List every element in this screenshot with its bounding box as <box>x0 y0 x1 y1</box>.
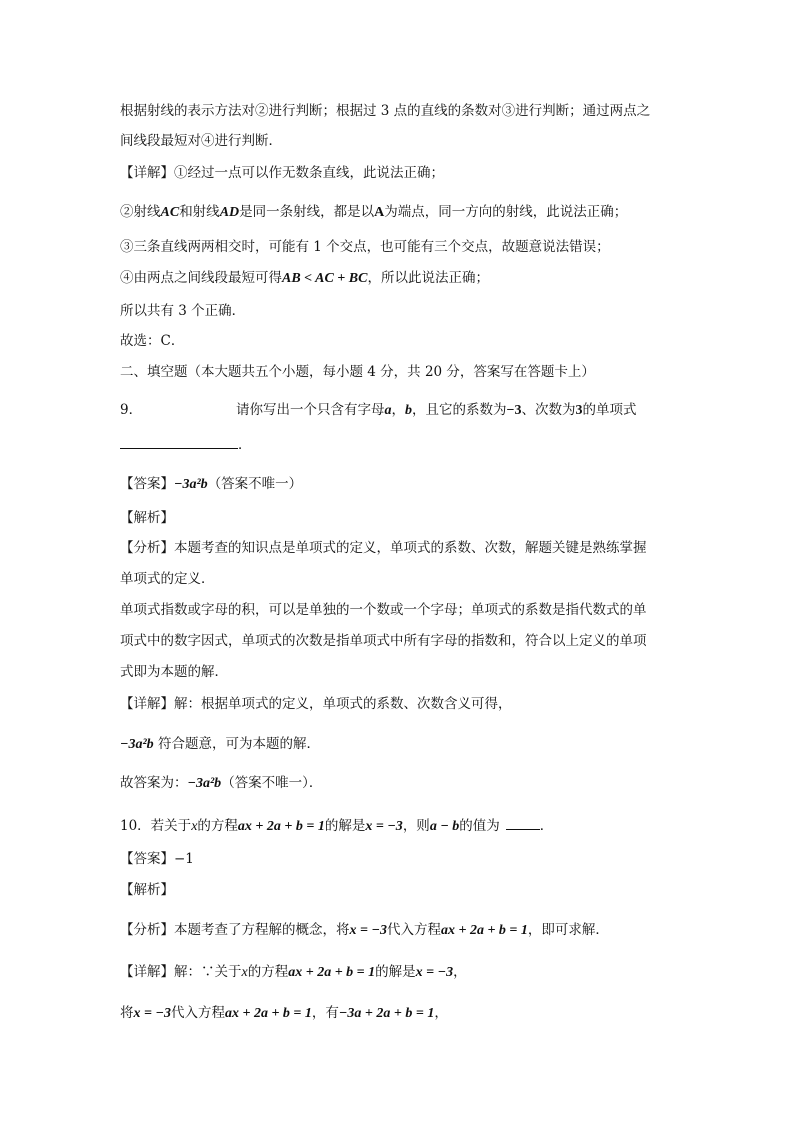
math-expr: x = −3 <box>349 923 387 938</box>
answer-blank <box>506 817 540 830</box>
paragraph-text: 【分析】本题考查了方程解的概念，将 <box>120 922 350 938</box>
question-number: 9． <box>120 402 143 418</box>
text-line <box>120 331 184 351</box>
paragraph-text: ，则 <box>402 818 430 834</box>
text-line <box>120 734 320 755</box>
answer-label: 【答案】 <box>120 476 174 492</box>
math-expr: ax + 2a + b = 1 <box>288 965 376 980</box>
text-line <box>120 131 282 151</box>
answer-line <box>120 849 194 869</box>
answer-value: −1 <box>174 851 194 867</box>
paragraph-text: 的值为 <box>459 818 500 834</box>
math-expr: x = −3 <box>133 1006 171 1021</box>
math-expr: x = −3 <box>415 965 454 980</box>
paragraph-text: 根据射线的表示方法对②进行判断；根据过 3 点的直线的条数对③进行判断；通过两点之 <box>120 103 651 119</box>
paragraph-text: 单项式的定义． <box>120 571 215 587</box>
answer-blank <box>120 436 238 449</box>
paragraph-text: 故选：C． <box>120 333 185 349</box>
paragraph-text: 和射线 <box>179 204 220 220</box>
math-expr: x <box>241 965 248 980</box>
paragraph-text: ④由两点之间线段最短可得 <box>120 270 282 286</box>
paragraph-text: 10．若关于 <box>120 818 192 834</box>
answer-line <box>120 474 302 495</box>
paragraph-text: （答案不唯一）． <box>221 775 323 791</box>
paragraph-text: 式即为本题的解． <box>120 664 228 680</box>
paragraph-text: 故答案为： <box>120 775 188 791</box>
paragraph-text: ． <box>539 818 554 834</box>
paragraph-text: 【解析】 <box>120 882 174 898</box>
text-line <box>120 101 650 121</box>
paragraph-text: 所以共有 3 个正确． <box>120 303 246 319</box>
paragraph-text: ③三条直线两两相交时，可能有 1 个交点，也可能有三个交点，故题意说法错误； <box>120 239 610 255</box>
math-expr: AB < AC + BC <box>282 271 368 286</box>
text-line <box>120 268 489 289</box>
question-10 <box>120 816 553 837</box>
text-line <box>120 880 174 900</box>
text-line <box>120 773 322 794</box>
paragraph-text: 【详解】①经过一点可以作无数条直线，此说法正确； <box>120 165 444 181</box>
paragraph-text: ， <box>391 402 405 418</box>
paragraph-text: 请你写出一个只含有字母 <box>236 402 385 418</box>
paragraph-text: 的解是 <box>375 964 416 980</box>
answer-blank-line <box>120 435 252 455</box>
math-expr: a <box>384 403 392 418</box>
section-heading <box>120 362 595 382</box>
paragraph-text: 符合题意，可为本题的解． <box>157 736 320 752</box>
math-expr: 3 <box>575 403 583 418</box>
paragraph-text: 为端点，同一方向的射线，此说法正确； <box>384 204 628 220</box>
paragraph-text: 项式中的数字因式，单项式的次数是指单项式中所有字母的指数和，符合以上定义的单项 <box>120 633 647 649</box>
paragraph-text: 的方程 <box>197 818 238 834</box>
math-expr: −3 <box>506 403 522 418</box>
text-line <box>120 662 228 682</box>
math-expr: ax + 2a + b = 1 <box>440 923 528 938</box>
text-line <box>120 508 174 528</box>
math-expr: A <box>374 205 385 220</box>
paragraph-text: 【详解】解：∵关于 <box>120 964 242 980</box>
paragraph-text: ②射线 <box>120 204 161 220</box>
paragraph-text: 【分析】本题考查的知识点是单项式的定义，单项式的系数、次数，解题关键是熟练掌握 <box>120 540 647 556</box>
text-line <box>120 163 444 183</box>
text-line <box>120 1003 448 1024</box>
paragraph-text: 、次数为 <box>521 402 576 418</box>
paragraph-text: 代入方程 <box>386 922 441 938</box>
paragraph-text: 的解是 <box>324 818 366 834</box>
math-expr: −3a²b <box>120 737 154 752</box>
math-expr: ax + 2a + b = 1 <box>237 819 325 834</box>
paragraph-text: 【解析】 <box>120 510 174 526</box>
text-line <box>120 569 215 589</box>
paragraph-text: 的方程 <box>247 964 289 980</box>
math-expr: −3a + 2a + b = 1 <box>338 1006 435 1021</box>
math-expr: x <box>191 819 198 834</box>
question-9 <box>120 400 142 420</box>
text-line <box>120 237 610 257</box>
paragraph-text: ， <box>434 1005 448 1021</box>
paragraph-text: 代入方程 <box>170 1005 225 1021</box>
paragraph-text: ． <box>238 437 252 453</box>
text-line <box>120 920 609 941</box>
paragraph-text: 间线段最短对④进行判断． <box>120 133 282 149</box>
text-line <box>120 600 647 620</box>
question-9-text <box>236 400 636 421</box>
math-expr: −3a²b <box>187 776 222 791</box>
paragraph-text: 【详解】解：根据单项式的定义，单项式的系数、次数含义可得， <box>120 696 512 712</box>
math-expr: b <box>405 403 412 418</box>
text-line <box>120 631 647 651</box>
paragraph-text: 将 <box>120 1005 134 1021</box>
paragraph-text: ，所以此说法正确； <box>367 270 489 286</box>
text-line <box>120 962 467 983</box>
paragraph-text: 是同一条射线，都是以 <box>239 204 375 220</box>
math-expr: AD <box>219 205 240 220</box>
math-expr: −3a²b <box>174 477 208 492</box>
math-expr: ax + 2a + b = 1 <box>224 1006 312 1021</box>
math-expr: AC <box>160 205 180 220</box>
text-line <box>120 202 627 223</box>
paragraph-text: （答案不唯一） <box>207 476 303 492</box>
text-line <box>120 301 245 321</box>
paragraph-text: ， <box>453 964 467 980</box>
paragraph-text: ，有 <box>311 1005 339 1021</box>
paragraph-text: ，且它的系数为 <box>412 402 507 418</box>
answer-label: 【答案】 <box>120 851 174 867</box>
paragraph-text: 的单项式 <box>582 402 637 418</box>
paragraph-text: 单项式指数或字母的积，可以是单独的一个数或一个字母；单项式的系数是指代数式的单 <box>120 602 647 618</box>
text-line <box>120 538 647 558</box>
text-line <box>120 694 512 714</box>
paragraph-text: 二、填空题（本大题共五个小题，每小题 4 分，共 20 分，答案写在答题卡上） <box>120 364 595 380</box>
math-expr: x = −3 <box>365 819 403 834</box>
math-expr: a − b <box>429 819 460 834</box>
paragraph-text: ，即可求解． <box>527 922 609 938</box>
